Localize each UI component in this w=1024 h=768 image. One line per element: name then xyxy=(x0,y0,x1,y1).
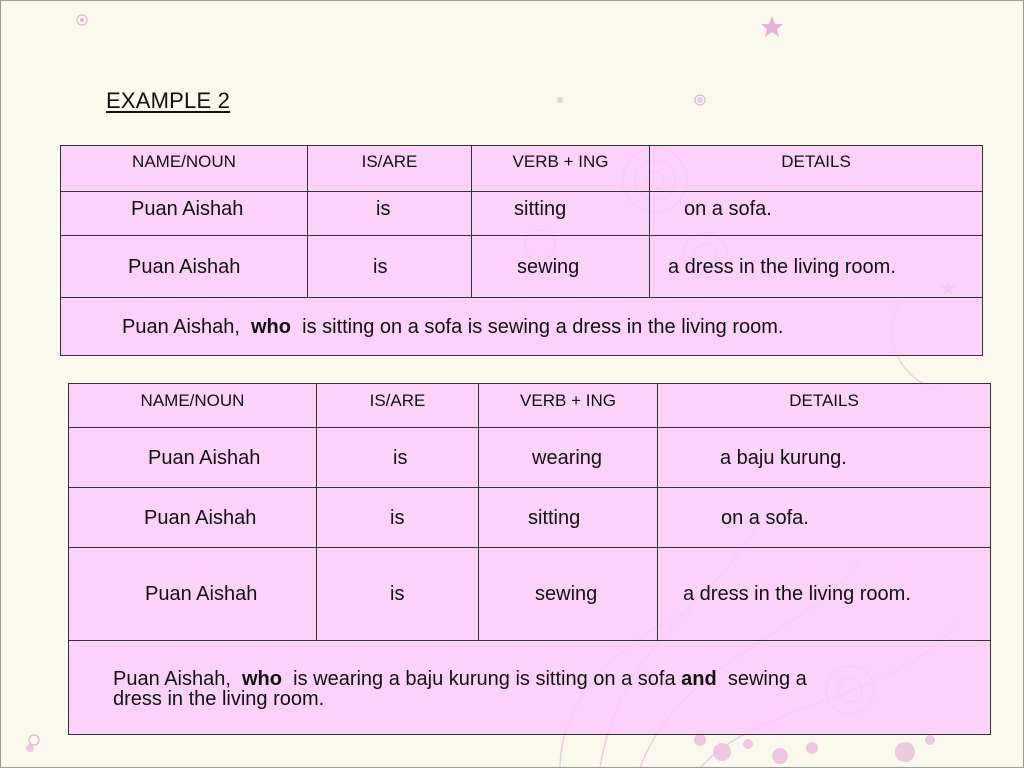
header-name-noun: NAME/NOUN xyxy=(61,146,308,192)
header-details: DETAILS xyxy=(650,146,983,192)
summary-part: is wearing a baju kurung is sitting on a sofa xyxy=(293,667,676,690)
cell-is-are: is xyxy=(317,428,479,488)
cell-verb: wearing xyxy=(479,428,658,488)
summary-part: Puan Aishah, xyxy=(113,667,231,690)
cell-name: Puan Aishah xyxy=(69,488,317,548)
cell-verb: sitting xyxy=(472,192,650,236)
header-verb-ing: VERB + ING xyxy=(479,384,658,428)
cell-details: a dress in the living room. xyxy=(658,548,991,641)
header-is-are: IS/ARE xyxy=(317,384,479,428)
summary-sentence xyxy=(61,298,983,356)
header-is-are: IS/ARE xyxy=(308,146,472,192)
cell-name: Puan Aishah xyxy=(61,236,308,298)
summary-row xyxy=(69,641,991,735)
cell-name: Puan Aishah xyxy=(69,428,317,488)
summary-line-2: dress in the living room. xyxy=(113,687,325,710)
summary-sentence xyxy=(69,641,991,735)
slide-title: EXAMPLE 2 xyxy=(106,88,231,113)
cell-details: on a sofa. xyxy=(650,192,983,236)
cell-details: a baju kurung. xyxy=(658,428,991,488)
example-table-2 xyxy=(68,383,991,735)
table-row xyxy=(69,428,991,488)
header-details: DETAILS xyxy=(658,384,991,428)
cell-is-are: is xyxy=(308,192,472,236)
cell-verb: sitting xyxy=(479,488,658,548)
summary-part: is sitting on a sofa is sewing a dress in the living room. xyxy=(302,315,784,338)
table-row xyxy=(69,488,991,548)
header-name-noun: NAME/NOUN xyxy=(69,384,317,428)
cell-is-are: is xyxy=(317,548,479,641)
summary-part: Puan Aishah, xyxy=(122,315,240,338)
keyword-who: who xyxy=(242,667,282,690)
header-verb-ing: VERB + ING xyxy=(472,146,650,192)
example-table-1 xyxy=(60,145,983,356)
summary-row xyxy=(61,298,983,356)
summary-part: sewing a xyxy=(727,667,807,690)
cell-name: Puan Aishah xyxy=(61,192,308,236)
cell-name: Puan Aishah xyxy=(69,548,317,641)
cell-details: a dress in the living room. xyxy=(650,236,983,298)
keyword-who: who xyxy=(251,315,291,338)
table-header-row xyxy=(69,384,991,428)
cell-details: on a sofa. xyxy=(658,488,991,548)
cell-is-are: is xyxy=(308,236,472,298)
table-row xyxy=(69,548,991,641)
table-row xyxy=(61,192,983,236)
cell-verb: sewing xyxy=(472,236,650,298)
cell-is-are: is xyxy=(317,488,479,548)
cell-verb: sewing xyxy=(479,548,658,641)
table-header-row xyxy=(61,146,983,192)
table-row xyxy=(61,236,983,298)
keyword-and: and xyxy=(681,667,717,690)
